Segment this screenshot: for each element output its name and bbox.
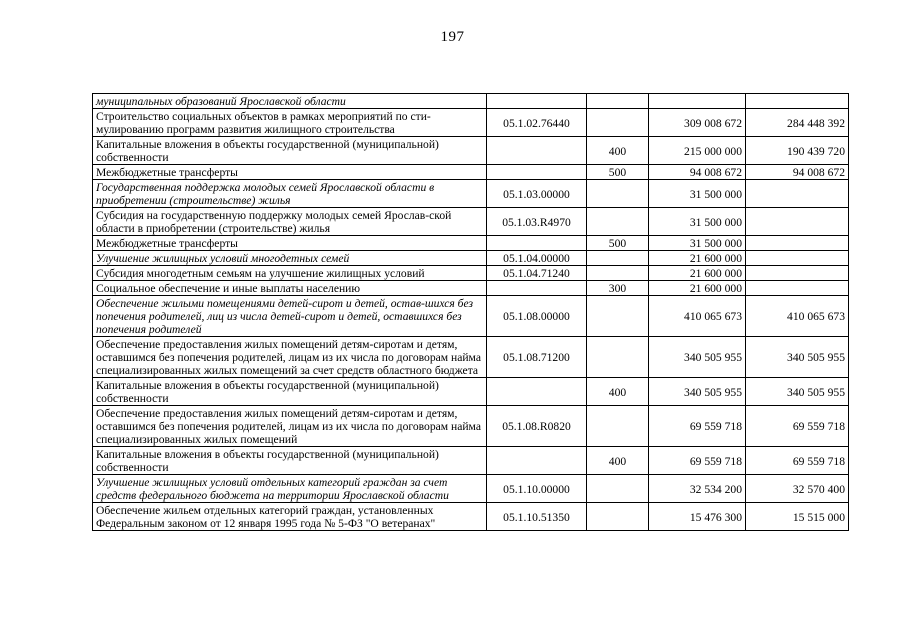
row-amount-year-1: 21 600 000 bbox=[649, 251, 746, 266]
row-amount-year-2: 94 008 672 bbox=[746, 165, 849, 180]
table-row bbox=[93, 447, 849, 475]
row-expense-type bbox=[587, 503, 649, 531]
row-amount-year-2 bbox=[746, 266, 849, 281]
table-row bbox=[93, 281, 849, 296]
row-amount-year-1: 215 000 000 bbox=[649, 137, 746, 165]
row-amount-year-1: 69 559 718 bbox=[649, 406, 746, 447]
table-row bbox=[93, 208, 849, 236]
row-target-code: 05.1.04.00000 bbox=[487, 251, 587, 266]
row-description: Капитальные вложения в объекты государственной (муниципальной) собственности bbox=[93, 378, 487, 406]
row-target-code: 05.1.08.00000 bbox=[487, 296, 587, 337]
row-amount-year-1: 69 559 718 bbox=[649, 447, 746, 475]
row-target-code: 05.1.03.R4970 bbox=[487, 208, 587, 236]
row-description: Обеспечение предоставления жилых помещений детям-сиротам и детям, оставшимся без попечения родителей, лицам из их числа по договорам найма специализированных жилых помещений bbox=[93, 406, 487, 447]
row-amount-year-2: 32 570 400 bbox=[746, 475, 849, 503]
row-description: муниципальных образований Ярославской области bbox=[93, 94, 487, 109]
row-target-code bbox=[487, 281, 587, 296]
row-expense-type bbox=[587, 296, 649, 337]
row-expense-type: 300 bbox=[587, 281, 649, 296]
table-row bbox=[93, 378, 849, 406]
row-target-code bbox=[487, 378, 587, 406]
row-expense-type bbox=[587, 475, 649, 503]
row-target-code bbox=[487, 165, 587, 180]
row-amount-year-1: 340 505 955 bbox=[649, 378, 746, 406]
row-description: Капитальные вложения в объекты государственной (муниципальной) собственности bbox=[93, 137, 487, 165]
table-row bbox=[93, 165, 849, 180]
row-amount-year-1: 340 505 955 bbox=[649, 337, 746, 378]
row-amount-year-1: 410 065 673 bbox=[649, 296, 746, 337]
row-amount-year-1: 32 534 200 bbox=[649, 475, 746, 503]
table-row bbox=[93, 180, 849, 208]
row-amount-year-2: 410 065 673 bbox=[746, 296, 849, 337]
table-row bbox=[93, 475, 849, 503]
table-row bbox=[93, 337, 849, 378]
table-row bbox=[93, 251, 849, 266]
row-expense-type bbox=[587, 406, 649, 447]
row-expense-type bbox=[587, 208, 649, 236]
row-expense-type: 400 bbox=[587, 447, 649, 475]
row-description: Улучшение жилищных условий многодетных семей bbox=[93, 251, 487, 266]
row-expense-type bbox=[587, 94, 649, 109]
page-number: 197 bbox=[440, 29, 465, 45]
row-amount-year-2: 15 515 000 bbox=[746, 503, 849, 531]
row-amount-year-1: 15 476 300 bbox=[649, 503, 746, 531]
row-description: Обеспечение жилыми помещениями детей-сирот и детей, остав-шихся без попечения родителей, лиц из числа детей-сирот и детей, оставшихся без попечения родителей bbox=[93, 296, 487, 337]
table-row bbox=[93, 406, 849, 447]
row-description: Субсидия многодетным семьям на улучшение жилищных условий bbox=[93, 266, 487, 281]
row-target-code: 05.1.04.71240 bbox=[487, 266, 587, 281]
row-expense-type bbox=[587, 109, 649, 137]
row-amount-year-2 bbox=[746, 94, 849, 109]
row-description: Обеспечение предоставления жилых помещений детям-сиротам и детям, оставшимся без попечения родителей, лицам из их числа по договорам найма специализированных жилых помещений за счет средств областного бюджета bbox=[93, 337, 487, 378]
table-row bbox=[93, 109, 849, 137]
row-target-code: 05.1.10.51350 bbox=[487, 503, 587, 531]
row-target-code: 05.1.10.00000 bbox=[487, 475, 587, 503]
row-target-code: 05.1.08.71200 bbox=[487, 337, 587, 378]
row-target-code bbox=[487, 137, 587, 165]
row-amount-year-2 bbox=[746, 208, 849, 236]
row-amount-year-2: 340 505 955 bbox=[746, 378, 849, 406]
row-amount-year-2: 284 448 392 bbox=[746, 109, 849, 137]
table-row bbox=[93, 503, 849, 531]
row-target-code bbox=[487, 447, 587, 475]
row-description: Межбюджетные трансферты bbox=[93, 165, 487, 180]
row-amount-year-2: 340 505 955 bbox=[746, 337, 849, 378]
row-amount-year-1: 31 500 000 bbox=[649, 236, 746, 251]
row-amount-year-1: 21 600 000 bbox=[649, 266, 746, 281]
row-description: Строительство социальных объектов в рамках мероприятий по сти-мулированию программ развития жилищного строительства bbox=[93, 109, 487, 137]
row-expense-type: 400 bbox=[587, 137, 649, 165]
row-target-code bbox=[487, 236, 587, 251]
row-description: Обеспечение жильем отдельных категорий граждан, установленных Федеральным законом от 12 января 1995 года № 5-ФЗ "О ветеранах" bbox=[93, 503, 487, 531]
row-amount-year-2: 69 559 718 bbox=[746, 406, 849, 447]
row-expense-type: 500 bbox=[587, 165, 649, 180]
row-expense-type bbox=[587, 251, 649, 266]
row-target-code: 05.1.02.76440 bbox=[487, 109, 587, 137]
row-description: Межбюджетные трансферты bbox=[93, 236, 487, 251]
row-expense-type bbox=[587, 266, 649, 281]
table-row bbox=[93, 137, 849, 165]
row-description: Государственная поддержка молодых семей Ярославской области в приобретении (строительстве) жилья bbox=[93, 180, 487, 208]
table-row bbox=[93, 266, 849, 281]
row-expense-type bbox=[587, 180, 649, 208]
row-target-code: 05.1.03.00000 bbox=[487, 180, 587, 208]
row-amount-year-1: 31 500 000 bbox=[649, 208, 746, 236]
row-amount-year-1: 309 008 672 bbox=[649, 109, 746, 137]
row-expense-type bbox=[587, 337, 649, 378]
row-amount-year-1: 94 008 672 bbox=[649, 165, 746, 180]
row-expense-type: 500 bbox=[587, 236, 649, 251]
row-amount-year-2: 69 559 718 bbox=[746, 447, 849, 475]
row-amount-year-2 bbox=[746, 251, 849, 266]
row-description: Социальное обеспечение и иные выплаты населению bbox=[93, 281, 487, 296]
row-amount-year-1: 21 600 000 bbox=[649, 281, 746, 296]
row-target-code bbox=[487, 94, 587, 109]
row-description: Субсидия на государственную поддержку молодых семей Ярослав-ской области в приобретении (строительстве) жилья bbox=[93, 208, 487, 236]
row-amount-year-2: 190 439 720 bbox=[746, 137, 849, 165]
row-amount-year-1 bbox=[649, 94, 746, 109]
row-expense-type: 400 bbox=[587, 378, 649, 406]
row-amount-year-2 bbox=[746, 236, 849, 251]
budget-table bbox=[92, 93, 849, 531]
row-amount-year-2 bbox=[746, 281, 849, 296]
row-target-code: 05.1.08.R0820 bbox=[487, 406, 587, 447]
row-amount-year-1: 31 500 000 bbox=[649, 180, 746, 208]
row-description: Улучшение жилищных условий отдельных категорий граждан за счет средств федерального бюджета на территории Ярославской области bbox=[93, 475, 487, 503]
row-description: Капитальные вложения в объекты государственной (муниципальной) собственности bbox=[93, 447, 487, 475]
budget-table-body bbox=[93, 94, 849, 531]
row-amount-year-2 bbox=[746, 180, 849, 208]
table-row bbox=[93, 296, 849, 337]
table-row bbox=[93, 94, 849, 109]
table-row bbox=[93, 236, 849, 251]
